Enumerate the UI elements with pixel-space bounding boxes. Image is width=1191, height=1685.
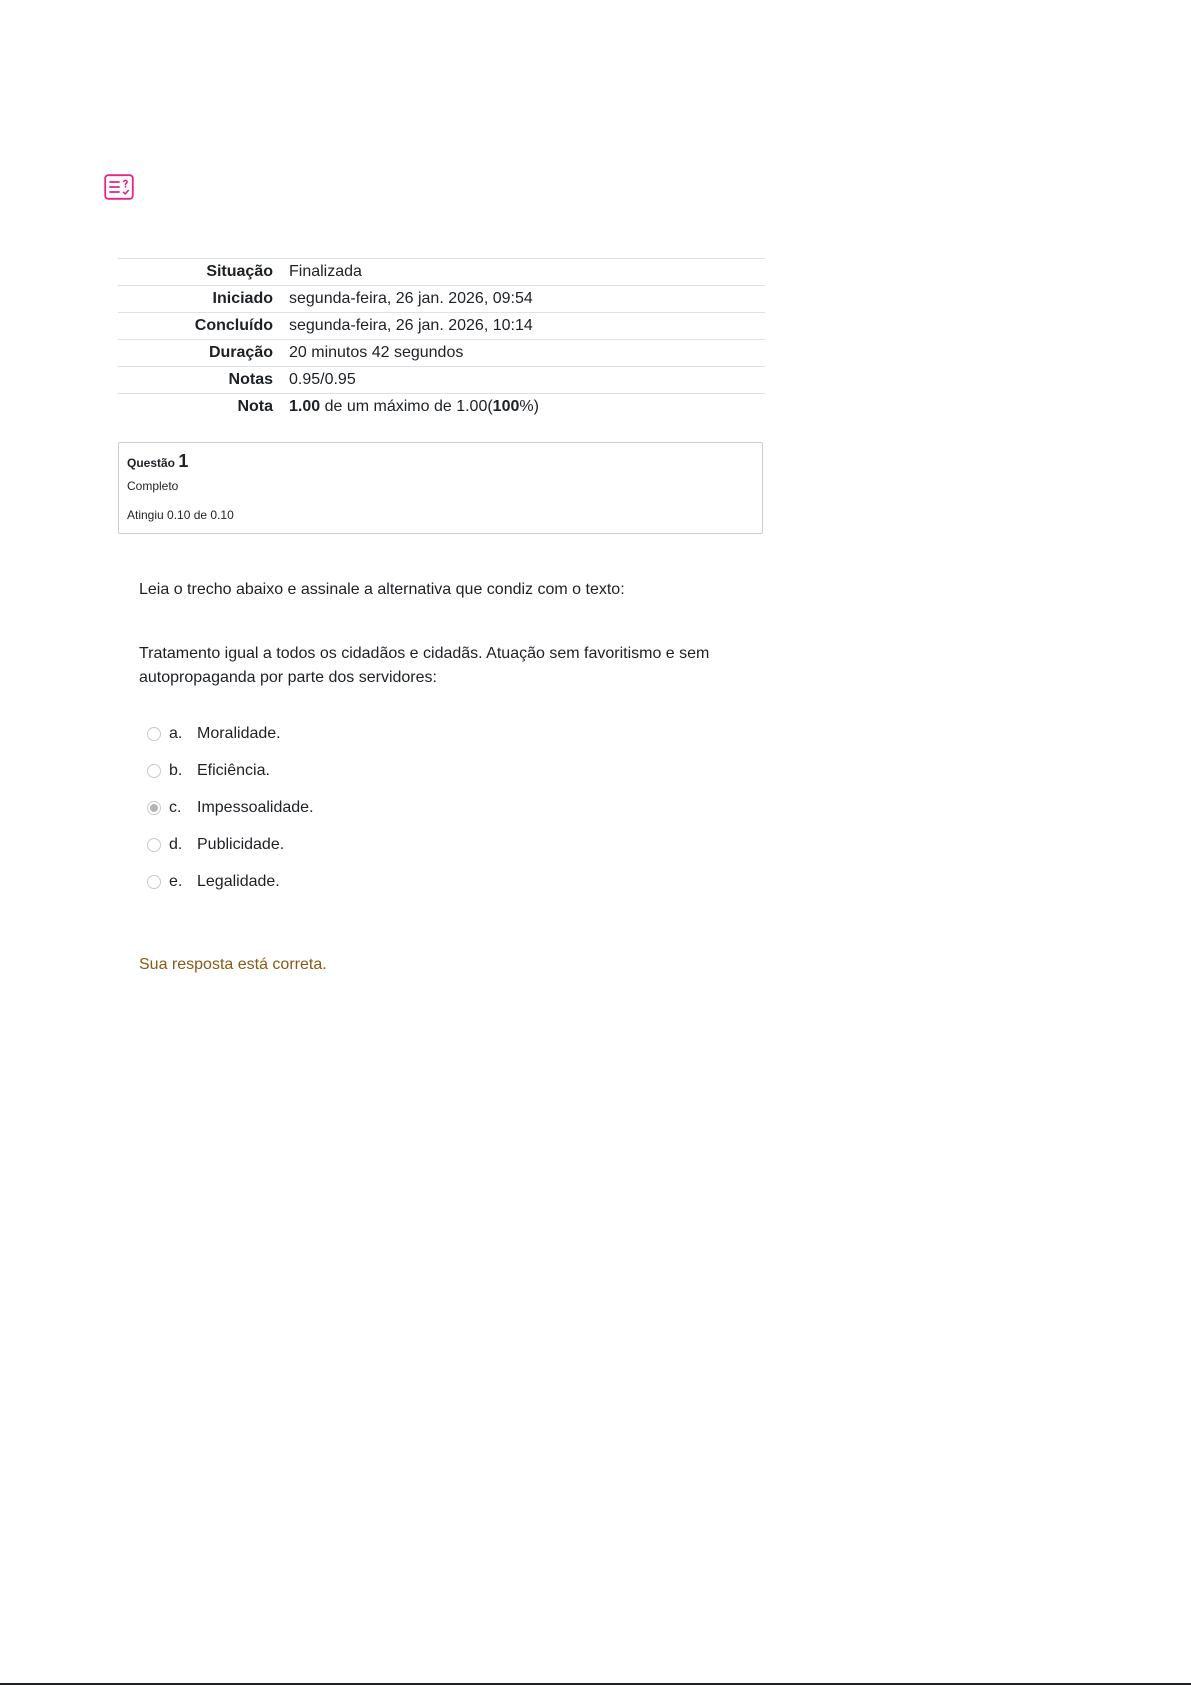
- summary-value: segunda-feira, 26 jan. 2026, 10:14: [289, 317, 533, 334]
- question-prompt: Leia o trecho abaixo e assinale a alternativa que condiz com o texto:: [139, 581, 625, 598]
- grade-score: 1.00: [289, 398, 321, 415]
- summary-value: 0.95/0.95: [289, 371, 356, 388]
- summary-grade-value: [289, 394, 765, 421]
- attempt-summary-table: [118, 258, 765, 420]
- radio-button[interactable]: [147, 838, 161, 852]
- summary-label: Nota: [237, 398, 273, 415]
- answer-letter: c.: [169, 798, 182, 816]
- question-grade: Atingiu 0.10 de 0.10: [127, 508, 234, 522]
- summary-label: Concluído: [194, 317, 273, 334]
- answer-option-e[interactable]: [139, 863, 759, 900]
- answer-letter: e.: [169, 872, 183, 890]
- summary-row-duracao: [118, 340, 765, 367]
- summary-label: Iniciado: [212, 290, 273, 307]
- answer-list: [139, 715, 759, 900]
- answer-option-d[interactable]: [139, 826, 759, 863]
- answer-option-b[interactable]: [139, 752, 759, 789]
- summary-value: segunda-feira, 26 jan. 2026, 09:54: [289, 290, 533, 307]
- quiz-icon: [104, 174, 134, 200]
- question-statement: Tratamento igual a todos os cidadãos e cidadãs. Atuação sem favoritismo e sem autopropaganda por parte dos servidores:: [139, 645, 710, 686]
- question-state: Completo: [127, 479, 179, 493]
- radio-button[interactable]: [147, 727, 161, 741]
- summary-row-concluido: [118, 313, 765, 340]
- question-title: [127, 451, 754, 473]
- answer-text: Legalidade.: [197, 872, 280, 890]
- answer-text: Eficiência.: [197, 761, 270, 779]
- answer-option-a[interactable]: [139, 715, 759, 752]
- answer-letter: d.: [169, 835, 183, 853]
- answer-option-c[interactable]: [139, 789, 759, 826]
- summary-row-situacao: [118, 259, 765, 286]
- question-info-box: [118, 442, 763, 534]
- grade-middle: de um máximo de 1.00(: [320, 398, 493, 415]
- answer-feedback: Sua resposta está correta.: [139, 956, 327, 973]
- radio-button-selected[interactable]: [147, 801, 161, 815]
- summary-row-nota: [118, 394, 765, 421]
- answer-letter: b.: [169, 761, 183, 779]
- summary-row-iniciado: [118, 286, 765, 313]
- summary-label: Notas: [228, 371, 273, 388]
- answer-text: Impessoalidade.: [197, 798, 314, 816]
- radio-button[interactable]: [147, 764, 161, 778]
- summary-row-notas: [118, 367, 765, 394]
- answer-text: Publicidade.: [197, 835, 285, 853]
- summary-value: 20 minutos 42 segundos: [289, 344, 464, 361]
- radio-button[interactable]: [147, 875, 161, 889]
- question-number: 1: [178, 451, 189, 471]
- question-title-prefix: Questão: [127, 456, 176, 470]
- grade-suffix: %): [519, 398, 539, 415]
- answer-letter: a.: [169, 724, 183, 742]
- question-content: [139, 578, 759, 900]
- summary-label: Duração: [208, 344, 273, 361]
- summary-value: Finalizada: [289, 263, 362, 280]
- summary-label: Situação: [206, 263, 273, 280]
- grade-percent: 100: [492, 398, 520, 415]
- answer-text: Moralidade.: [197, 724, 281, 742]
